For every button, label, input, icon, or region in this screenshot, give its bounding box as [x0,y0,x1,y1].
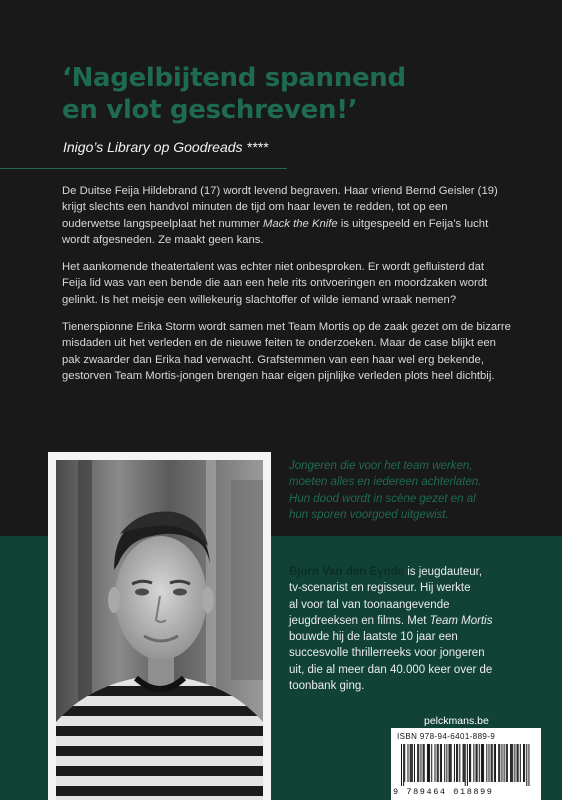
tagline [289,458,529,523]
bio-line: al voor tal van toonaangevende [289,598,450,611]
barcode-bar [518,744,519,782]
barcode-bar [507,744,508,782]
bio-line: bouwde hij de laatste 10 jaar een [289,631,458,644]
barcode-bar [457,744,458,782]
barcode-bar [482,744,483,782]
barcode-bar [467,744,468,786]
barcode-bar [410,744,411,782]
blurb-line-part: ouderwetse langspeelplaat het nummer [62,217,263,230]
barcode [391,728,541,800]
barcode-bar [431,744,432,782]
barcode-bar [428,744,429,782]
blurb-text [62,183,534,395]
barcode-bar [526,744,527,786]
barcode-bar [506,744,507,782]
barcode-bar [463,744,464,782]
barcode-bar [417,744,418,782]
barcode-bars [401,744,531,786]
bio-line: uit, die al meer dan 40.000 keer over de [289,663,493,676]
barcode-bar [441,744,442,782]
blurb-line: Het aankomende theatertalent was echter niet onbesproken. Er wordt gefluisterd dat [62,261,485,274]
isbn-label: ISBN 978-94-6401-889-9 [397,732,496,741]
bio-line-part: jeugdreeksen en films. Met [289,614,430,627]
barcode-bar [412,744,413,782]
barcode-bar [418,744,419,782]
barcode-bar [494,744,495,782]
blurb-line: gestorven Team Mortis-jongen brengen haar eigen pijnlijke verleden plots heel dichtbij. [62,369,495,382]
tagline-line: hun sporen voorgoed uitgewist. [289,508,449,521]
barcode-bar [481,744,482,782]
barcode-bar [483,744,484,782]
barcode-bar [495,744,496,782]
barcode-bar [469,744,470,782]
author-bio [289,564,529,694]
barcode-digits: 9 789464 018899 [393,787,494,797]
publisher-url: pelckmans.be [424,715,489,727]
blurb-paragraph-2 [62,259,534,308]
barcode-bar [499,744,500,782]
tagline-line: Jongeren die voor het team werken, [289,460,473,472]
barcode-bar [451,744,452,782]
barcode-bar [440,744,441,782]
divider-rule [0,168,287,169]
barcode-bar [479,744,480,782]
barcode-bar [411,744,412,782]
bio-line: toonbank ging. [289,680,365,693]
author-portrait-image [56,460,263,800]
barcode-bar [456,744,457,782]
author-name: Bjorn Van den Eynde [289,566,405,578]
barcode-bar [414,744,415,782]
barcode-bar [486,744,487,782]
barcode-bar [523,744,524,782]
blurb-line: gelinkt. Is het meisje een willekeurig slachtoffer of wilde iemand wraak nemen? [62,293,457,306]
blurb-line: krijgt slechts een handvol minuten de tijd om haar leven te redden, tot op een [62,201,448,214]
barcode-bar [517,744,518,782]
barcode-bar [407,744,408,782]
author-photo [48,452,271,800]
barcode-bar [510,744,511,782]
barcode-bar [437,744,438,782]
barcode-bar [444,744,445,782]
barcode-bar [511,744,512,782]
barcode-bar [498,744,499,782]
barcode-bar [404,744,405,782]
barcode-bar [454,744,455,782]
barcode-bar [473,744,474,782]
bio-line-part: is jeugdauteur, [404,566,483,578]
barcode-bar [403,744,404,786]
bio-line: succesvolle thrillerreeks voor jongeren [289,647,485,660]
blurb-line: misdaden uit het verleden en de nieuwe feiten te onderzoeken. Maar de case blijkt een [62,337,496,350]
barcode-bar [465,744,466,786]
review-quote-line-2: en vlot geschreven!’ [62,95,358,125]
barcode-bar [434,744,435,782]
barcode-bar [492,744,493,782]
bio-line [289,613,529,629]
bio-line [289,564,529,580]
barcode-bar [424,744,425,782]
barcode-bar [459,744,460,782]
barcode-bar [450,744,451,782]
barcode-bar [470,744,471,782]
barcode-bar [488,744,489,782]
blurb-line: De Duitse Feija Hildebrand (17) wordt levend begraven. Haar vriend Bernd Geisler (19) [62,185,498,197]
barcode-bar [464,744,465,782]
tagline-line: Hun dood wordt in scène gezet en al [289,492,476,505]
barcode-bar [520,744,521,782]
review-source: Inigo’s Library op Goodreads **** [63,139,269,155]
barcode-bar [449,744,450,782]
barcode-bar [491,744,492,782]
barcode-bar [446,744,447,782]
song-title: Mack the Knife [262,217,338,230]
tagline-line: moeten alles en iedereen achterlaten. [289,476,482,489]
blurb-paragraph-1 [62,183,534,248]
blurb-line: wordt afgesneden. Ze maakt geen kans. [62,233,264,246]
barcode-bar [438,744,439,782]
barcode-bar [429,744,430,782]
barcode-bar [423,744,424,782]
barcode-bar [514,744,515,782]
blurb-line-part: is uitgespeeld en Feija’s lucht [337,217,489,230]
blurb-paragraph-3 [62,319,534,384]
barcode-bar [524,744,525,782]
barcode-bar [401,744,402,786]
series-title: Team Mortis [429,614,493,627]
barcode-bar [512,744,513,782]
blurb-line: Feija lid was van een bende die aan een hele rits ontvoeringen en moordzaken wordt [62,277,488,290]
barcode-bar [420,744,421,782]
bio-line: tv-scenarist en regisseur. Hij werkte [289,582,471,595]
barcode-bar [504,744,505,782]
blurb-line: Tienerspionne Erika Storm wordt samen met Team Mortis op de zaak gezet om de bizarre [62,321,511,334]
barcode-bar [476,744,477,782]
review-quote-line-1: ‘Nagelbijtend spannend [62,63,406,93]
barcode-bar [528,744,529,786]
review-quote [62,62,542,126]
barcode-bar [477,744,478,782]
blurb-line: pak zwaarder dan Erika had verwacht. Grafstemmen van een haar wel erg bekende, [62,353,484,366]
blurb-line [62,216,534,232]
barcode-bar [501,744,502,782]
barcode-bar [427,744,428,782]
